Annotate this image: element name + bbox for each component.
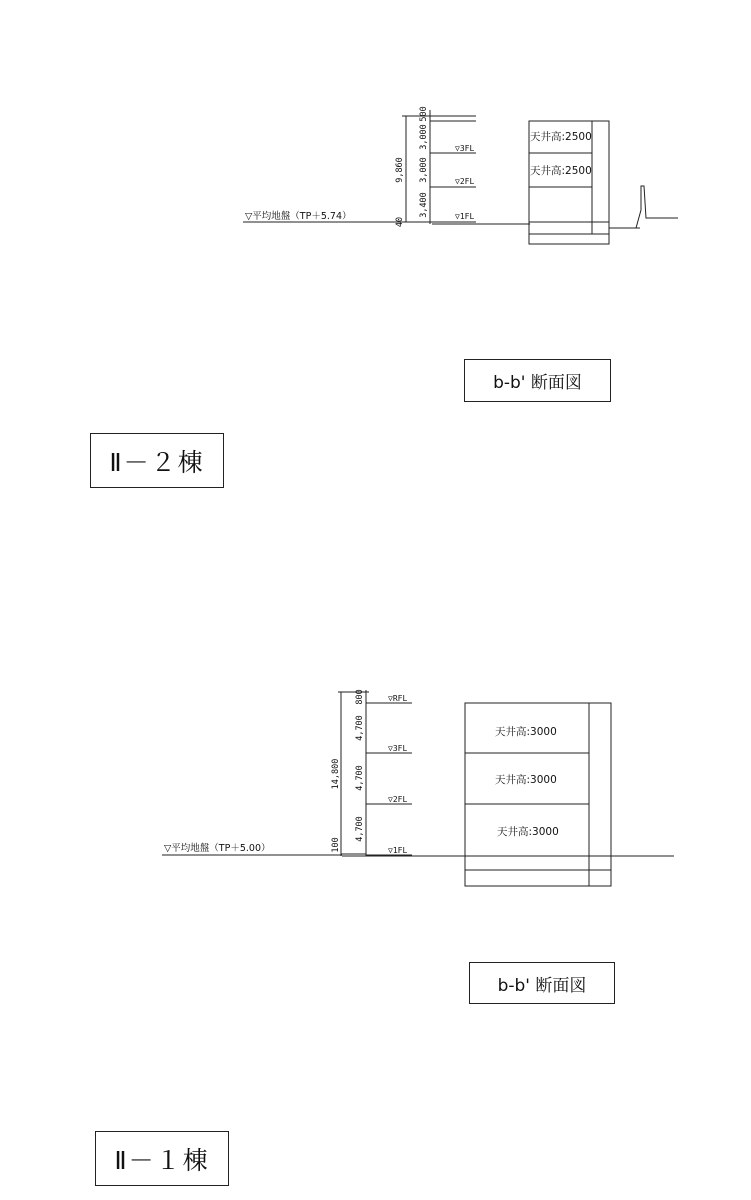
ceiling-height-bottom-0: 天井高:3000 [495,726,557,738]
bottom-section [162,690,674,886]
total-height-bottom: 14,800 [331,758,341,790]
dim-top-1: 3,000 [419,124,429,150]
dim-top-4: 40 [395,216,405,228]
level-top-3fl: ▽3FL [455,144,475,153]
level-top-2fl: ▽2FL [455,177,475,186]
top-section-text [245,106,592,227]
section-caption-bottom: b-b' 断面図 [469,962,615,1004]
dim-bottom-3: 4,700 [355,816,365,842]
building-title-1: Ⅱ－１棟 [95,1131,229,1186]
dim-bottom-0: 800 [355,689,365,705]
ceiling-height-top-1: 天井高:2500 [530,165,592,177]
level-bottom-2fl: ▽2FL [388,795,408,804]
ceiling-height-bottom-2: 天井高:3000 [497,826,559,838]
total-height-top: 9,860 [395,157,405,183]
section-caption-top: b-b' 断面図 [464,359,611,402]
ground-label-bottom: ▽平均地盤（TP＋5.00） [164,843,271,854]
ground-label-top: ▽平均地盤（TP＋5.74） [245,211,352,222]
level-bottom-1fl: ▽1FL [388,846,408,855]
dim-bottom-2: 4,700 [355,765,365,791]
ceiling-height-top-0: 天井高:2500 [530,131,592,143]
level-top-1fl: ▽1FL [455,212,475,221]
dim-top-0: 500 [419,106,429,122]
foundation-top [529,222,609,244]
dim-top-3: 3,400 [419,192,429,218]
ceiling-height-bottom-1: 天井高:3000 [495,774,557,786]
dim-top-2: 3,000 [419,157,429,183]
dim-bottom-4: 100 [331,837,341,853]
building-title-2: Ⅱ－２棟 [90,433,224,488]
retaining-wall-top [636,186,678,228]
level-bottom-rfl: ▽RFL [388,694,408,703]
level-bottom-3fl: ▽3FL [388,744,408,753]
dim-bottom-1: 4,700 [355,715,365,741]
bottom-section-text [164,689,559,855]
